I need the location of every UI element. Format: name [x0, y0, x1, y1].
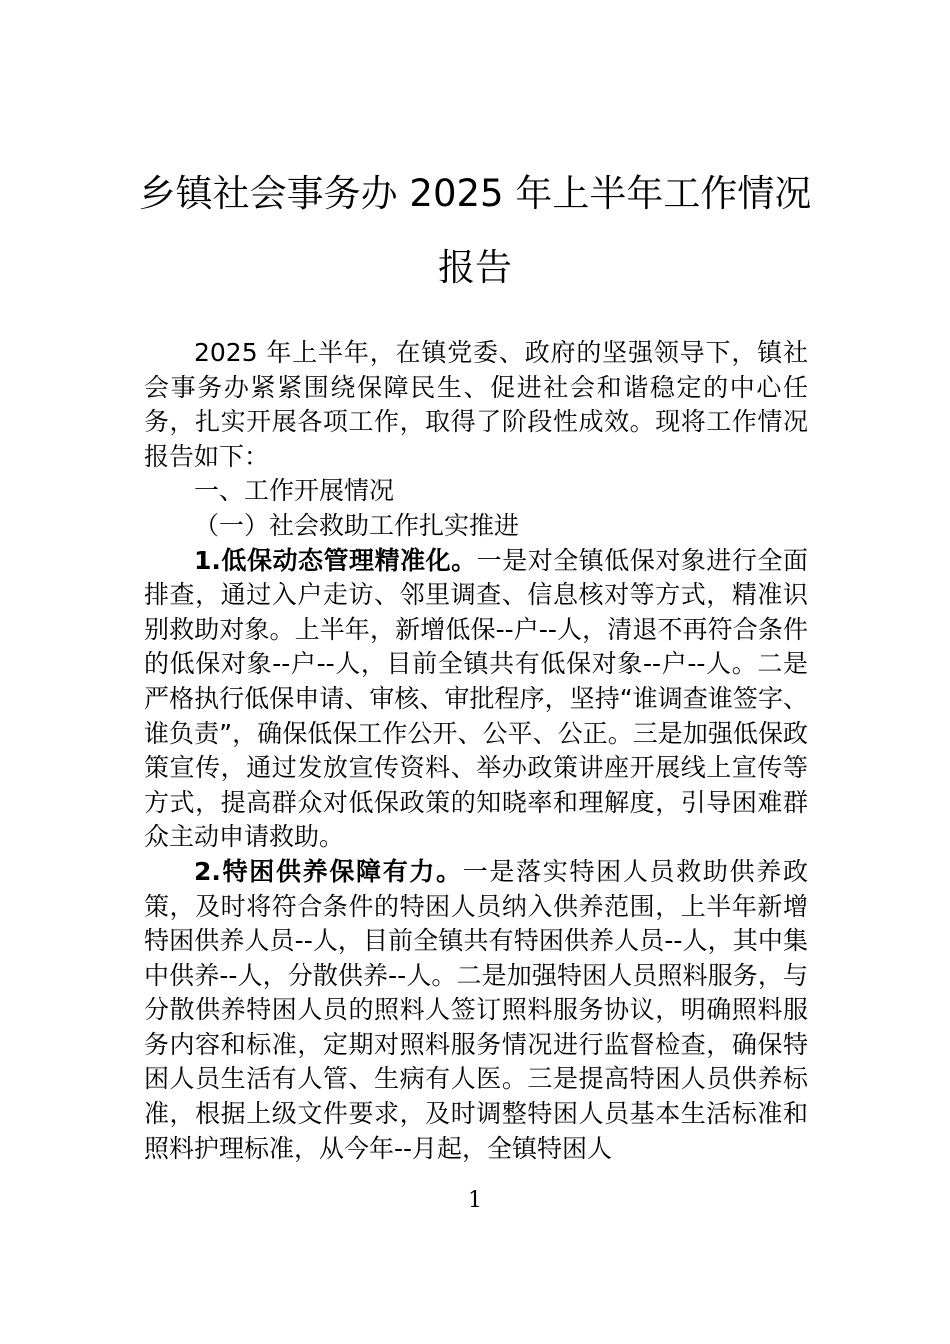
item-2-paragraph	[144, 855, 808, 1166]
document-body	[144, 336, 808, 1166]
item-1-lead: 1.低保动态管理精准化。	[194, 545, 477, 575]
item-2-body: 一是落实特困人员救助供养政策，及时将符合条件的特困人员纳入供养范围，上半年新增特困供养人员--人，目前全镇共有特困供养人员--人，其中集中供养--人，分散供养--人。二是加强特困人员照料服务，与分散供养特困人员的照料人签订照料服务协议，明确照料服务内容和标准，定期对照料服务情况进行监督检查，确保特困人员生活有人管、生病有人医。三是提高特困人员供养标准，根据上级文件要求，及时调整特困人员基本生活标准和照料护理标准，从今年--月起，全镇特困人	[144, 856, 808, 1163]
section-heading: 一、工作开展情况	[194, 476, 395, 506]
item-1-paragraph	[144, 544, 808, 855]
document-title: 乡镇社会事务办 2025 年上半年工作情况报告	[138, 172, 812, 289]
subsection-heading: （一）社会救助工作扎实推进	[194, 510, 520, 540]
page-number: 1	[468, 1188, 482, 1213]
item-2-lead: 2.特困供养保障有力。	[194, 856, 463, 886]
item-1-body: 一是对全镇低保对象进行全面排查，通过入户走访、邻里调查、信息核对等方式，精准识别救助对象。上半年，新增低保--户--人，清退不再符合条件的低保对象--户--人，目前全镇共有低保对象--户--人。二是严格执行低保申请、审核、审批程序，坚持“谁调查谁签字、谁负责”，确保低保工作公开、公平、公正。三是加强低保政策宣传，通过发放宣传资料、举办政策讲座开展线上宣传等方式，提高群众对低保政策的知晓率和理解度，引导困难群众主动申请救助。	[144, 545, 808, 852]
intro-paragraph: 2025 年上半年，在镇党委、政府的坚强领导下，镇社会事务办紧紧围绕保障民生、促进社会和谐稳定的中心任务，扎实开展各项工作，取得了阶段性成效。现将工作情况报告如下：	[144, 338, 808, 471]
